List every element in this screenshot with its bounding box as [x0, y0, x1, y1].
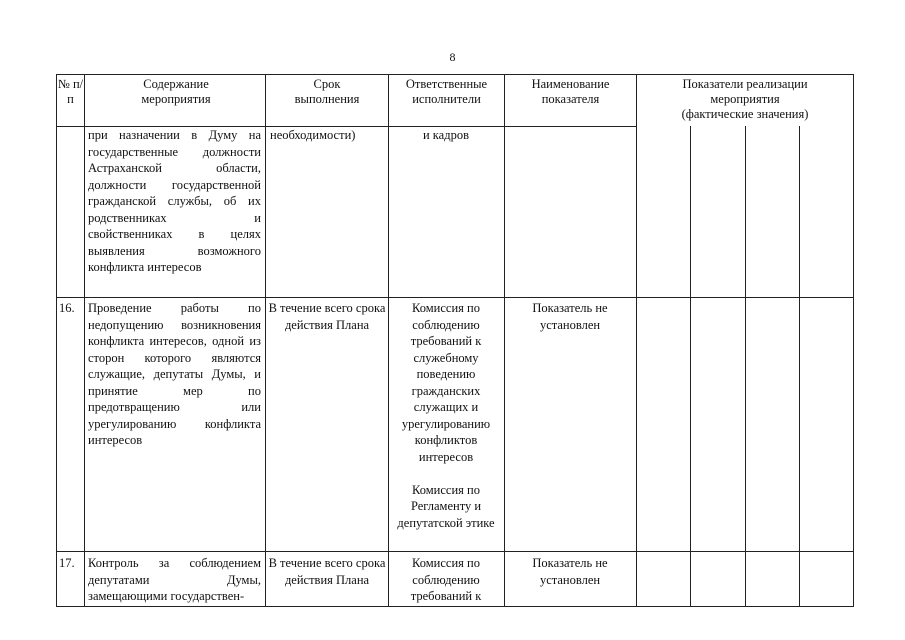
- row-responsible: и кадров: [422, 128, 469, 142]
- row-responsible: [392, 300, 500, 531]
- responsible-commission-conduct: Комиссия по соблюдению требований к служебному поведению гражданских служащих и урегулированию конфликтов интересов: [401, 301, 491, 464]
- header-num: № п/п: [57, 77, 84, 106]
- row-deadline: необходимости): [270, 128, 356, 142]
- row-num: 16.: [59, 301, 75, 315]
- column-divider: [84, 74, 85, 607]
- row-responsible: Комиссия по соблюдению требований к: [410, 556, 482, 603]
- table-right-border: [853, 74, 854, 607]
- header-metrics: [637, 77, 853, 122]
- header-metrics-line1: Показатели реализации: [682, 77, 808, 91]
- row-content: Контроль за соблюдением депутатами Думы, замещающими государствен-: [88, 556, 261, 603]
- row-num: 17.: [59, 556, 75, 570]
- row-separator: [56, 297, 854, 298]
- row-separator: [56, 551, 854, 552]
- header-metrics-line3: (фактические значения): [681, 107, 809, 121]
- header-content: Содержание мероприятия: [141, 77, 211, 106]
- row-indicator: Показатель не установлен: [532, 556, 608, 587]
- table-left-border: [56, 74, 57, 607]
- header-metrics-line2: мероприятия: [710, 92, 780, 106]
- row-content: Проведение работы по недопущению возникновения конфликта интересов, одной из сторон которого являются служащие, депутаты Думы, и принятие мер по предотвращению или урегулированию конфликта интересов: [88, 301, 261, 447]
- header-deadline: Срок выполнения: [294, 77, 360, 106]
- row-deadline: В течение всего срока действия Плана: [268, 556, 386, 587]
- row-deadline: В течение всего срока действия Плана: [268, 301, 386, 332]
- column-divider: [504, 74, 505, 607]
- row-content: при назначении в Думу на государственные должности Астраханской области, должности государственной гражданской службы, об их родственниках и свойственниках в целях выявления возможного конфликта интересов: [88, 128, 261, 274]
- table-bottom-border: [56, 606, 854, 607]
- column-divider: [636, 74, 637, 607]
- page-number: 8: [449, 50, 456, 64]
- responsible-commission-ethics: Комиссия по Регламенту и депутатской этике: [397, 482, 495, 530]
- table-top-border: [56, 74, 854, 75]
- column-divider: [388, 74, 389, 607]
- header-responsible: Ответственные исполнители: [405, 77, 488, 106]
- column-divider: [265, 74, 266, 607]
- header-indicator: Наименование показателя: [531, 77, 610, 106]
- metrics-subcolumn-divider: [690, 126, 691, 607]
- measures-table: [56, 74, 854, 607]
- metrics-subcolumn-divider: [745, 126, 746, 607]
- row-indicator: Показатель не установлен: [532, 301, 608, 332]
- metrics-subcolumn-divider: [799, 126, 800, 607]
- paragraph-gap: [392, 465, 500, 482]
